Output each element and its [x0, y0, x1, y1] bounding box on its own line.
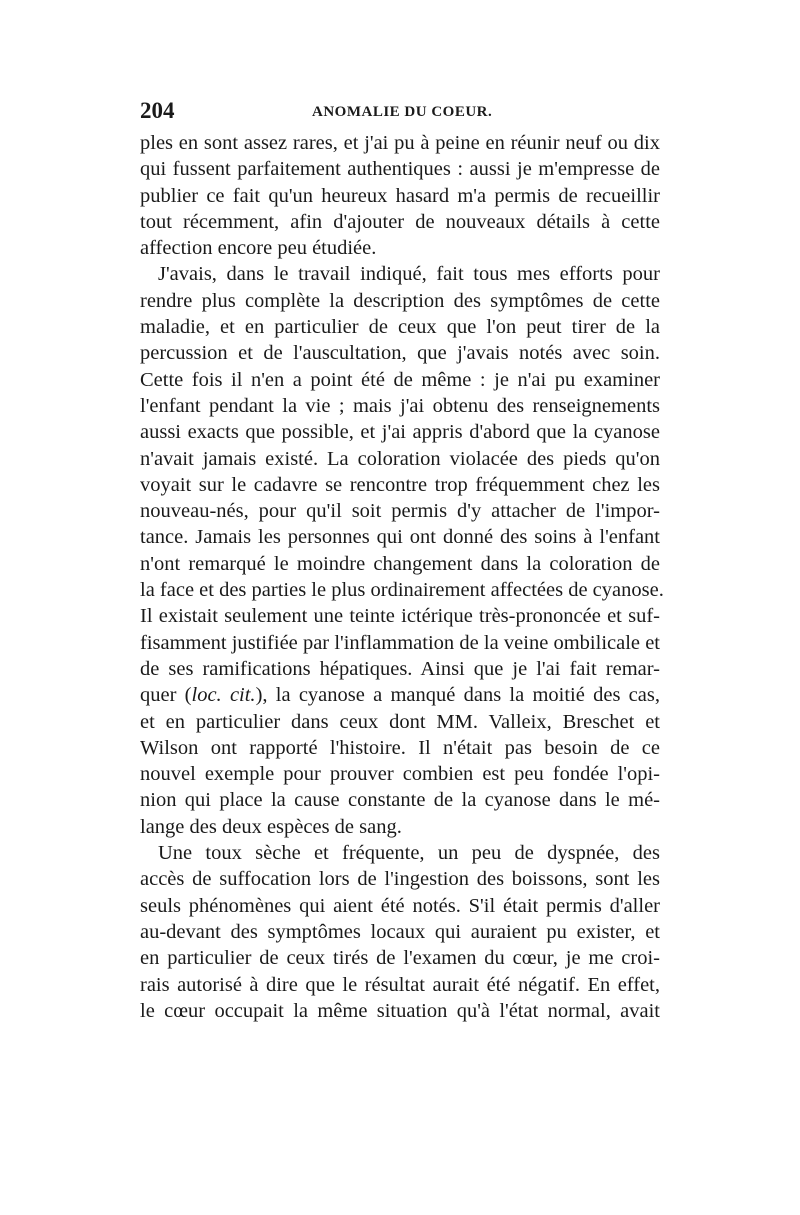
text-line: publier ce fait qu'un heureux hasard m'a permis de recueillir — [140, 184, 660, 207]
text-line: nouvel exemple pour prouver combien est peu fondée l'opi- — [140, 763, 660, 786]
text-line: nouveau-nés, pour qu'il soit permis d'y attacher de l'impor- — [140, 500, 660, 523]
text-line: Une toux sèche et fréquente, un peu de dyspnée, des — [158, 842, 660, 865]
text-line: nion qui place la cause constante de la cyanose dans le mé- — [140, 789, 660, 812]
text-line: de ses ramifications hépatiques. Ainsi que je l'ai fait remar- — [140, 657, 660, 680]
text-line: Il existait seulement une teinte ictérique très-prononcée et suf- — [140, 605, 660, 628]
text-line: fisamment justifiée par l'inflammation de la veine ombilicale et — [140, 631, 660, 654]
running-title: ANOMALIE DU COEUR. — [312, 104, 493, 120]
text-line: au-devant des symptômes locaux qui auraient pu exister, et — [140, 920, 660, 943]
text-line: maladie, et en particulier de ceux que l'on peut tirer de la — [140, 316, 660, 339]
text-line: affection encore peu étudiée. — [140, 237, 377, 260]
text-line: n'ont remarqué le moindre changement dans la coloration de — [140, 552, 660, 575]
text-fragment: ), la cyanose a manqué dans la moitié des cas, — [255, 684, 660, 707]
text-line: ples en sont assez rares, et j'ai pu à peine en réunir neuf ou dix — [140, 132, 660, 154]
text-line: tout récemment, afin d'ajouter de nouveaux détails à cette — [140, 210, 660, 233]
text-line-with-italic — [140, 682, 660, 708]
text-fragment: quer ( — [140, 684, 192, 707]
text-line: Wilson ont rapporté l'histoire. Il n'était pas besoin de ce — [140, 736, 660, 759]
text-line: la face et des parties le plus ordinairement affectées de cyanose. — [140, 579, 664, 602]
text-line: le cœur occupait la même situation qu'à l'état normal, avait — [140, 999, 660, 1022]
text-line: seuls phénomènes qui aient été notés. S'il était permis d'aller — [140, 894, 660, 917]
text-line: voyait sur le cadavre se rencontre trop fréquemment chez les — [140, 473, 660, 496]
text-line: lange des deux espèces de sang. — [140, 815, 402, 838]
text-line: l'enfant pendant la vie ; mais j'ai obtenu des renseignements — [140, 394, 660, 417]
text-line: accès de suffocation lors de l'ingestion des boissons, sont les — [140, 868, 660, 891]
italic-citation: loc. cit. — [191, 684, 256, 707]
text-line: rendre plus complète la description des symptômes de cette — [140, 289, 660, 312]
page-header — [140, 96, 660, 126]
text-line: en particulier de ceux tirés de l'examen du cœur, je me croi- — [140, 947, 660, 970]
text-line: rais autorisé à dire que le résultat aurait été négatif. En effet, — [140, 973, 660, 996]
text-line: Cette fois il n'en a point été de même : je n'ai pu examiner — [140, 368, 660, 391]
text-line: qui fussent parfaitement authentiques : aussi je m'empresse de — [140, 158, 660, 181]
text-line: n'avait jamais existé. La coloration violacée des pieds qu'on — [140, 447, 660, 470]
text-line: aussi exacts que possible, et j'ai appris d'abord que la cyanose — [140, 421, 660, 444]
page-number: 204 — [140, 98, 175, 123]
body-text — [140, 130, 664, 1024]
text-line: tance. Jamais les personnes qui ont donné des soins à l'enfant — [140, 526, 660, 549]
text-line: et en particulier dans ceux dont MM. Valleix, Breschet et — [140, 710, 660, 733]
text-line: percussion et de l'auscultation, que j'avais notés avec soin. — [140, 342, 660, 365]
text-line: J'avais, dans le travail indiqué, fait tous mes efforts pour — [158, 263, 660, 286]
